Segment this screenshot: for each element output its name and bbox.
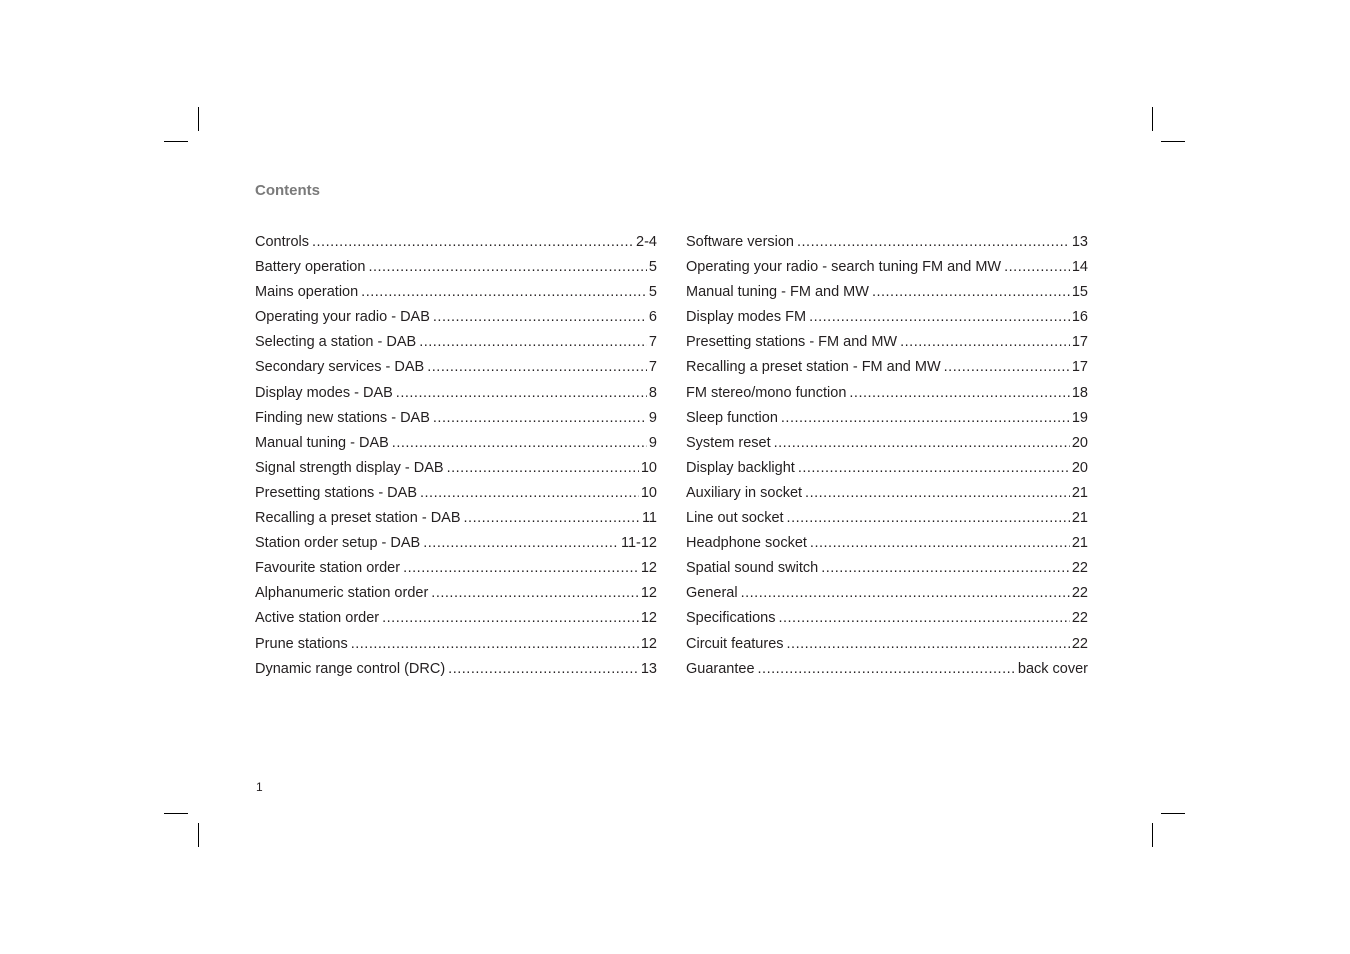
toc-entry-page: 9 xyxy=(648,409,657,426)
toc-entry-title: Signal strength display - DAB xyxy=(255,459,444,476)
toc-entry-title: Display modes FM xyxy=(686,309,807,326)
page-number: 1 xyxy=(256,780,263,794)
toc-entry-page: 5 xyxy=(648,259,657,276)
toc-entry-title: Operating your radio - DAB xyxy=(255,309,430,326)
toc-entry xyxy=(686,558,1088,583)
crop-mark-bottom-left-vertical xyxy=(198,823,199,847)
toc-dot-leader xyxy=(787,508,1070,528)
toc-entry xyxy=(686,282,1088,307)
toc-entry-page: 22 xyxy=(1071,585,1088,602)
toc-entry xyxy=(686,634,1088,659)
toc-entry xyxy=(686,659,1088,684)
toc-entry xyxy=(255,659,657,684)
toc-dot-leader xyxy=(741,583,1070,603)
crop-mark-top-right-vertical xyxy=(1152,107,1153,131)
toc-entry xyxy=(686,433,1088,458)
toc-entry xyxy=(255,383,657,408)
toc-entry-page: 10 xyxy=(640,484,657,501)
toc-dot-leader xyxy=(849,383,1069,403)
toc-entry-title: Secondary services - DAB xyxy=(255,359,425,376)
toc-entry-page: 12 xyxy=(640,635,657,652)
toc-entry-title: Presetting stations - DAB xyxy=(255,484,417,501)
toc-dot-leader xyxy=(781,408,1070,428)
toc-entry-title: Guarantee xyxy=(686,660,755,677)
toc-dot-leader xyxy=(382,608,639,628)
toc-entry-page: 17 xyxy=(1071,334,1088,351)
crop-mark-bottom-right-vertical xyxy=(1152,823,1153,847)
toc-entry xyxy=(686,508,1088,533)
toc-dot-leader xyxy=(403,558,639,578)
toc-dot-leader xyxy=(1004,257,1070,277)
toc-dot-leader xyxy=(351,634,639,654)
toc-entry-title: Software version xyxy=(686,234,794,250)
toc-dot-leader xyxy=(821,558,1070,578)
toc-entry xyxy=(686,232,1088,257)
toc-entry-title: Display modes - DAB xyxy=(255,384,393,401)
toc-entry xyxy=(255,257,657,282)
toc-entry xyxy=(255,608,657,633)
toc-entry-page: 15 xyxy=(1071,284,1088,301)
toc-dot-leader xyxy=(419,332,647,352)
toc-entry-page: 11 xyxy=(641,510,657,527)
toc-entry-title: Presetting stations - FM and MW xyxy=(686,334,898,351)
toc-entry xyxy=(686,533,1088,558)
toc-entry-title: Headphone socket xyxy=(686,535,807,552)
toc-dot-leader xyxy=(774,433,1070,453)
toc-entry-page: 7 xyxy=(648,359,657,376)
toc-entry-page: 21 xyxy=(1071,484,1088,501)
toc-entry-page: 19 xyxy=(1071,409,1088,426)
toc-entry-page: 12 xyxy=(640,585,657,602)
toc-entry-title: Favourite station order xyxy=(255,560,401,577)
toc-dot-leader xyxy=(778,608,1069,628)
toc-entry-title: Specifications xyxy=(686,610,776,627)
toc-entry xyxy=(686,608,1088,633)
toc-entry-page: 20 xyxy=(1071,459,1088,476)
toc-entry-page: 11-12 xyxy=(620,535,657,552)
toc-dot-leader xyxy=(758,659,1016,679)
toc-entry-page: 5 xyxy=(648,284,657,301)
toc-entry-page: 7 xyxy=(648,334,657,351)
toc-dot-leader xyxy=(900,332,1070,352)
toc-entry xyxy=(255,483,657,508)
toc-entry-title: Battery operation xyxy=(255,259,366,276)
toc-dot-leader xyxy=(433,307,647,327)
contents-heading: Contents xyxy=(255,182,320,199)
toc-entry xyxy=(686,583,1088,608)
toc-dot-leader xyxy=(787,634,1070,654)
toc-right-column xyxy=(686,232,1088,684)
toc-entry-title: Selecting a station - DAB xyxy=(255,334,417,351)
toc-dot-leader xyxy=(368,257,646,277)
toc-entry-page: 18 xyxy=(1071,384,1088,401)
toc-entry-page: 22 xyxy=(1071,560,1088,577)
toc-entry-page: 13 xyxy=(1071,234,1088,250)
toc-entry-title: Manual tuning - DAB xyxy=(255,434,389,451)
toc-entry xyxy=(686,383,1088,408)
toc-entry-title: Line out socket xyxy=(686,510,784,527)
toc-entry xyxy=(686,257,1088,282)
crop-mark-bottom-right-horizontal xyxy=(1161,813,1185,814)
toc-dot-leader xyxy=(809,307,1070,327)
toc-entry-title: Auxiliary in socket xyxy=(686,484,803,501)
toc-dot-leader xyxy=(420,483,639,503)
toc-dot-leader xyxy=(464,508,640,528)
toc-entry xyxy=(255,332,657,357)
toc-entry-title: Finding new stations - DAB xyxy=(255,409,430,426)
toc-dot-leader xyxy=(392,433,647,453)
toc-entry-page: 13 xyxy=(640,660,657,677)
toc-dot-leader xyxy=(944,357,1070,377)
toc-entry-page: 21 xyxy=(1071,535,1088,552)
toc-dot-leader xyxy=(872,282,1070,302)
toc-entry-page: 6 xyxy=(648,309,657,326)
toc-entry xyxy=(255,282,657,307)
toc-entry-title: Manual tuning - FM and MW xyxy=(686,284,869,301)
toc-entry-page: 20 xyxy=(1071,434,1088,451)
toc-dot-leader xyxy=(361,282,647,302)
toc-entry-page: 17 xyxy=(1071,359,1088,376)
toc-dot-leader xyxy=(433,408,647,428)
toc-entry-page: 2-4 xyxy=(636,234,657,250)
toc-entry xyxy=(686,458,1088,483)
toc-entry-page: 14 xyxy=(1071,259,1088,276)
toc-entry-title: Sleep function xyxy=(686,409,778,426)
toc-entry-title: Active station order xyxy=(255,610,380,627)
toc-dot-leader xyxy=(431,583,639,603)
toc-entry xyxy=(255,433,657,458)
toc-entry-title: System reset xyxy=(686,434,771,451)
toc-left-column xyxy=(255,232,657,684)
toc-entry xyxy=(686,408,1088,433)
toc-entry-page: 16 xyxy=(1071,309,1088,326)
toc-entry-title: Alphanumeric station order xyxy=(255,585,429,602)
toc-entry-title: General xyxy=(686,585,738,602)
toc-dot-leader xyxy=(810,533,1070,553)
toc-entry xyxy=(255,508,657,533)
toc-entry xyxy=(686,357,1088,382)
toc-entry xyxy=(255,357,657,382)
toc-entry-title: Spatial sound switch xyxy=(686,560,819,577)
toc-entry-title: Station order setup - DAB xyxy=(255,535,421,552)
toc-entry-page: 22 xyxy=(1071,635,1088,652)
toc-entry-title: Controls xyxy=(255,234,309,250)
crop-mark-bottom-left-horizontal xyxy=(164,813,188,814)
crop-mark-top-left-horizontal xyxy=(164,141,188,142)
toc-entry xyxy=(255,408,657,433)
toc-entry-page: 8 xyxy=(648,384,657,401)
toc-entry-title: FM stereo/mono function xyxy=(686,384,847,401)
toc-entry xyxy=(255,458,657,483)
toc-entry-page: 12 xyxy=(640,560,657,577)
toc-entry-title: Recalling a preset station - DAB xyxy=(255,510,461,527)
toc-entry-page: back cover xyxy=(1017,660,1088,677)
crop-mark-top-left-vertical xyxy=(198,107,199,131)
toc-entry-page: 10 xyxy=(640,459,657,476)
toc-entry-title: Mains operation xyxy=(255,284,359,301)
toc-entry-title: Operating your radio - search tuning FM and MW xyxy=(686,259,1002,276)
toc-entry-title: Recalling a preset station - FM and MW xyxy=(686,359,941,376)
toc-entry xyxy=(686,307,1088,332)
toc-entry-title: Circuit features xyxy=(686,635,784,652)
toc-dot-leader xyxy=(396,383,647,403)
toc-entry xyxy=(255,583,657,608)
toc-entry-page: 12 xyxy=(640,610,657,627)
toc-dot-leader xyxy=(423,533,619,553)
toc-entry-page: 21 xyxy=(1071,510,1088,527)
toc-entry-title: Display backlight xyxy=(686,459,795,476)
toc-dot-leader xyxy=(798,458,1070,478)
toc-entry xyxy=(255,307,657,332)
toc-entry xyxy=(255,533,657,558)
toc-entry-page: 9 xyxy=(648,434,657,451)
toc-entry xyxy=(686,332,1088,357)
toc-dot-leader xyxy=(448,659,639,679)
toc-dot-leader xyxy=(312,232,634,252)
toc-entry xyxy=(255,634,657,659)
toc-entry xyxy=(686,483,1088,508)
toc-dot-leader xyxy=(797,232,1070,252)
toc-entry xyxy=(255,232,657,257)
toc-entry-title: Prune stations xyxy=(255,635,348,652)
toc-entry xyxy=(255,558,657,583)
toc-entry-title: Dynamic range control (DRC) xyxy=(255,660,446,677)
toc-dot-leader xyxy=(447,458,639,478)
toc-entry-page: 22 xyxy=(1071,610,1088,627)
crop-mark-top-right-horizontal xyxy=(1161,141,1185,142)
toc-dot-leader xyxy=(805,483,1070,503)
toc-dot-leader xyxy=(427,357,647,377)
